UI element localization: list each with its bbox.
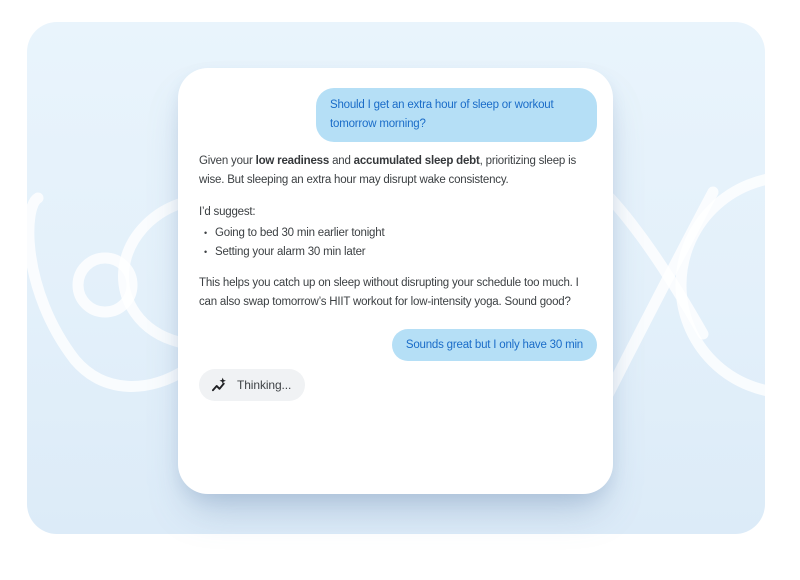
assistant-text: Given your [199,155,256,167]
chat-card [178,68,613,494]
assistant-text: and [329,155,354,167]
assistant-suggestion-list [199,224,597,262]
assistant-text: , prioritizing sleep is wise. But sleeping an extra hour may disrupt wake consistency. [199,155,577,186]
assistant-bold-low-readiness: low readiness [255,155,330,167]
list-item: • Going to bed 30 min earlier tonight [199,224,597,243]
thinking-label: Thinking... [237,378,292,392]
user-message-bubble: Sounds great but I only have 30 min [392,329,597,361]
assistant-paragraph-2: This helps you catch up on sleep without disrupting your schedule too much. I can also swap tomorrow’s HIIT workout for low-intensity yoga. Sound good? [199,277,579,308]
user-message-bubble: Should I get an extra hour of sleep or workout tomorrow morning? [316,88,597,142]
assistant-paragraph-1 [199,152,597,190]
assistant-suggest-intro: I’d suggest: [199,206,256,218]
thinking-status-pill [199,369,305,401]
list-item: • Setting your alarm 30 min later [199,243,597,262]
assistant-message [199,152,597,329]
left-outer-arc [29,198,185,386]
assistant-bold-sleep-debt: accumulated sleep debt [353,155,480,167]
right-cross-curve-down [610,198,703,334]
right-large-circle [681,177,765,393]
spark-trend-icon [211,377,228,394]
